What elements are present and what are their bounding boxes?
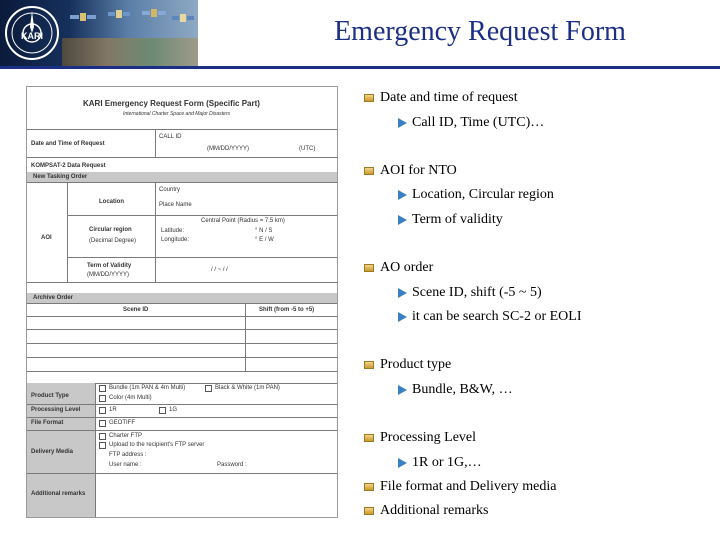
form-title: KARI Emergency Request Form (Specific Part) [83,99,260,108]
bullet-marker-icon [364,94,374,102]
sub-bullet-item [398,309,582,325]
ftp-address-label: FTP address : [109,452,147,458]
bullet-marker-icon [364,264,374,272]
bullet-text: Processing Level [380,430,477,445]
user-name-label: User name : [109,462,142,468]
kari-logo [4,5,60,61]
level-1g-option: 1G [169,407,178,413]
sub-bullet-marker-icon [398,385,407,395]
bullet-text: Call ID, Time (UTC)… [412,115,545,130]
utc-label: (UTC) [299,146,316,152]
sub-bullet-item [398,115,544,131]
satellite-icon [142,2,166,24]
bullet-item [364,430,476,446]
place-name-label: Place Name [159,202,192,208]
bullet-marker-icon [364,483,374,491]
earth-imagery-strip [62,38,198,66]
upload-ftp-option: Upload to the recipient's FTP server [109,442,205,448]
file-format-label: File Format [31,420,64,426]
scene-id-header: Scene ID [123,307,149,313]
page-title: Emergency Request Form [334,16,626,47]
term-validity-label: Term of Validity [87,263,132,269]
bullet-marker-icon [364,507,374,515]
additional-remarks-label: Additional remarks [31,491,86,497]
bullet-text: Location, Circular region [412,187,554,202]
satellite-icon [70,6,96,28]
ew-label: ° E / W [255,237,274,243]
bullet-item [364,163,457,179]
bullet-marker-icon [364,361,374,369]
bullet-text: it can be search SC-2 or EOLI [412,309,582,324]
date-time-label: Date and Time of Request [31,141,105,147]
bullet-text: Bundle, B&W, … [412,382,513,397]
aoi-label: AOI [41,235,52,241]
new-tasking-label: New Tasking Order [33,174,88,180]
bullet-item [364,503,488,519]
satellite-icon [108,4,130,24]
bullet-text: 1R or 1G,… [412,455,482,470]
bullet-text: File format and Delivery media [380,479,557,494]
delivery-media-label: Delivery Media [31,449,74,455]
satellite-icon [172,8,194,28]
bullet-text: Date and time of request [380,90,518,105]
bullet-text: Scene ID, shift (-5 ~ 5) [412,285,542,300]
satellite-banner [0,0,198,66]
logo-text: KARI [21,31,43,41]
sub-bullet-item [398,285,542,301]
sub-bullet-item [398,187,554,203]
sub-bullet-marker-icon [398,312,407,322]
center-point-label: Central Point (Radius = 7.5 km) [201,218,285,224]
bundle-option: Bundle (1m PAN & 4m Multi) [109,385,186,391]
bullet-text: Additional remarks [380,503,489,518]
longitude-label: Longitude: [161,237,190,243]
bullet-text: Product type [380,357,452,372]
archive-order-label: Archive Order [33,295,74,301]
level-1r-option: 1R [109,407,117,413]
location-label: Location [99,199,124,205]
decimal-degree-label: (Decimal Degree) [89,238,137,244]
sub-bullet-marker-icon [398,215,407,225]
form-subtitle: International Charter Space and Major Disasters [123,111,230,117]
bullet-item [364,260,433,276]
geotiff-option: GEOTIFF [109,420,135,426]
sub-bullet-marker-icon [398,458,407,468]
charter-ftp-option: Charter FTP [109,433,143,439]
circular-region-label: Circular region [89,227,132,233]
color-option: Color (4m Multi) [109,395,152,401]
sub-bullet-item [398,382,513,398]
bullet-marker-icon [364,434,374,442]
shift-header: Shift (from -5 to +5) [259,307,315,313]
bullet-text: AO order [380,260,434,275]
sub-bullet-item [398,455,482,471]
bullet-item [364,357,451,373]
country-label: Country [159,187,181,193]
latitude-label: Latitude: [161,228,185,234]
form-image [26,86,338,518]
term-slashes: / / ~ / / [211,267,228,273]
date-format: (MM/DD/YYYY) [207,146,249,152]
sub-bullet-item [398,212,503,228]
sub-bullet-marker-icon [398,190,407,200]
product-type-label: Product Type [31,393,69,399]
sub-bullet-marker-icon [398,288,407,298]
processing-level-label: Processing Level [31,407,81,413]
bullet-text: Term of validity [412,212,503,227]
header [0,0,720,66]
header-rule [0,66,720,69]
bullet-marker-icon [364,167,374,175]
bullet-item [364,90,518,106]
ns-label: ° N / S [255,228,273,234]
bullet-item [364,479,557,495]
password-label: Password : [217,462,247,468]
sub-bullet-marker-icon [398,118,407,128]
bullet-text: AOI for NTO [380,163,457,178]
bw-option: Black & White (1m PAN) [215,385,280,391]
term-format: (MM/DD/YYYY) [87,272,129,278]
kompsat-label: KOMPSAT-2 Data Request [31,163,106,169]
call-id-label: CALL ID [159,134,182,140]
